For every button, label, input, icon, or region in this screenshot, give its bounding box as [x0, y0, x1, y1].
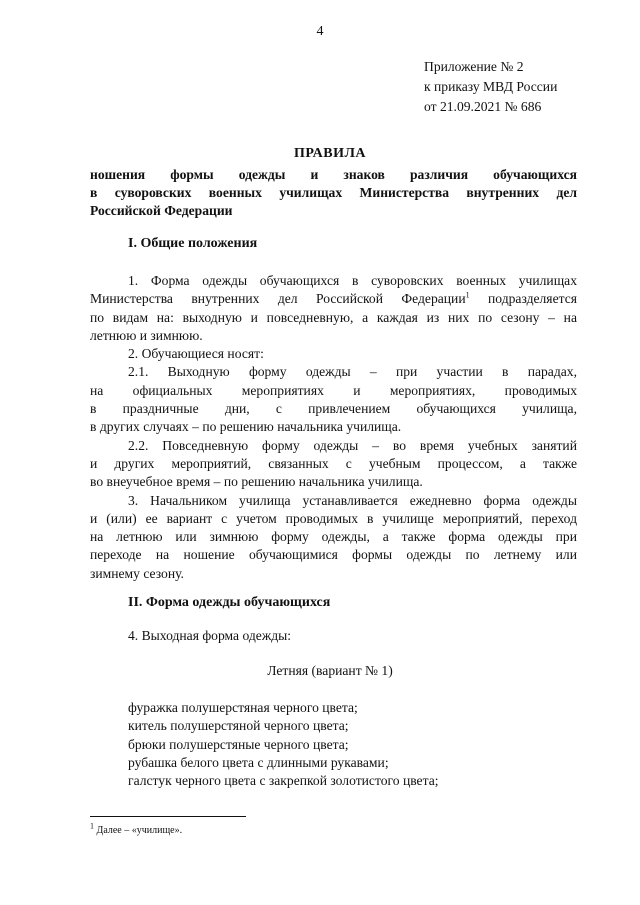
subtitle-line-1: ношения формы одежды и знаков различия обучающихся — [90, 167, 577, 182]
list-item: брюки полушерстяные черного цвета; — [128, 736, 349, 752]
appendix-header — [424, 57, 557, 117]
appendix-line-1: Приложение № 2 — [424, 59, 524, 74]
paragraph-4 — [90, 627, 577, 645]
footnote-mark: 1 — [90, 821, 94, 831]
subtitle-line-3: Российской Федерации — [90, 203, 233, 218]
p3-line-1: 3. Начальником училища устанавливается ежедневно форма одежды — [128, 492, 577, 508]
p22-line-1: 2.2. Повседневную форму одежды – во время учебных занятий — [128, 437, 577, 453]
p1-line-2b: подразделяется — [469, 291, 577, 307]
footnote-text: Далее – «училище». — [94, 825, 183, 836]
footnote-divider — [90, 816, 246, 817]
list-item: рубашка белого цвета с длинными рукавами; — [128, 754, 389, 770]
paragraph-1 — [90, 272, 577, 583]
page-number: 4 — [316, 24, 324, 39]
p21-line-3: в праздничные дни, с привлечением обучающихся училища, — [90, 401, 577, 417]
p1-line-2 — [90, 290, 577, 308]
p1-line-1: 1. Форма одежды обучающихся в суворовских военных училищах — [128, 273, 577, 288]
p1-line-3: по видам на: выходную и повседневную, а каждая из них по сезону – на — [90, 309, 577, 325]
document-subtitle — [90, 166, 577, 220]
variant-heading: Летняя (вариант № 1) — [267, 663, 393, 678]
appendix-line-3: от 21.09.2021 № 686 — [424, 99, 542, 114]
p3-line-4: переходе на ношение обучающимися формы одежды по летнему или — [90, 547, 577, 563]
p22-line-2: и других мероприятий, связанных с учебным процессом, а также — [90, 455, 577, 471]
appendix-line-2: к приказу МВД России — [424, 79, 558, 94]
list-item: фуражка полушерстяная черного цвета; — [128, 700, 358, 715]
p1-line-2a: Министерства внутренних дел Российской Федерации — [90, 291, 466, 307]
footnote — [90, 821, 183, 836]
section-1-heading: I. Общие положения — [128, 236, 258, 251]
uniform-items-list — [128, 699, 439, 790]
p3-line-5: зимнему сезону. — [90, 565, 184, 581]
p22-line-3: во внеучебное время – по решению начальника училища. — [90, 474, 423, 490]
p21-line-2: на официальных мероприятиях и мероприятиях, проводимых — [90, 382, 577, 398]
paragraph-2: 2. Обучающиеся носят: — [128, 346, 264, 362]
list-item: китель полушерстяной черного цвета; — [128, 718, 349, 734]
p3-line-3: на летнюю или зимнюю форму одежды, а также форма одежды при — [90, 529, 577, 545]
p1-line-4: летнюю и зимнюю. — [90, 327, 203, 343]
p3-line-2: и (или) ее вариант с учетом проводимых в училище мероприятий, переход — [90, 510, 577, 526]
footnote-ref: 1 — [465, 290, 470, 300]
section-2-heading: II. Форма одежды обучающихся — [128, 595, 331, 610]
document-title: ПРАВИЛА — [293, 146, 367, 161]
p21-line-4: в других случаях – по решению начальника училища. — [90, 419, 402, 435]
subtitle-line-2: в суворовских военных училищах Министерства внутренних дел — [90, 185, 577, 200]
list-item: галстук черного цвета с закрепкой золотистого цвета; — [128, 773, 439, 789]
p21-line-1: 2.1. Выходную форму одежды – при участии в парадах, — [128, 364, 577, 380]
p4-line: 4. Выходная форма одежды: — [128, 628, 292, 643]
